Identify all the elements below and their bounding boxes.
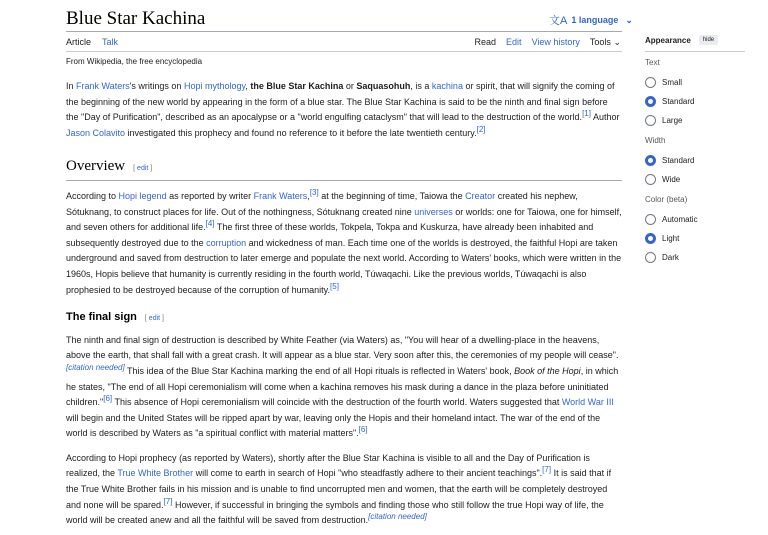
reference-3[interactable]: [3] xyxy=(309,187,319,197)
width-label: Width xyxy=(645,136,666,145)
color-option-automatic[interactable] xyxy=(645,210,745,229)
color-option-light[interactable] xyxy=(645,229,745,248)
title-divider xyxy=(66,31,622,32)
article-body xyxy=(66,79,622,535)
view-tabs xyxy=(475,37,621,52)
final-sign-paragraph-1: The ninth and final sign of destruction is described by White Feather (via Waters) as, "You will hear of a dwelling-place in the heavens, above the earth, that shall fall with a great crash. It will appear as a blue star. Very soon after this, the ceremonies of my people will cease".[citation needed] This idea of the Blue Star Kachina marking the end of all Hopi rituals is reflected in Waters' book, Book of the Hopi, in which he states, "The end of all Hopi ceremonialism will come when a kachina removes his mask during a dance in the plaza before uninitiated children."[6] This absence of Hopi ceremonialism will coincide with the destruction of the fourth world. Waters suggested that World War III will begin and the United States will be ripped apart by war, leaving only the Hopis and their homeland intact. The war of the end of the world is described by Waters as "a spiritual conflict with material matters".[6] xyxy=(66,334,619,439)
tools-label: Tools xyxy=(589,37,611,47)
radio-button[interactable] xyxy=(645,174,656,185)
radio-button[interactable] xyxy=(645,115,656,126)
reference-5[interactable]: [5] xyxy=(330,281,339,291)
reference-6[interactable]: [6] xyxy=(358,425,368,435)
appearance-panel xyxy=(645,35,745,267)
namespace-tabs xyxy=(66,37,118,52)
chevron-down-icon: ⌄ xyxy=(613,37,621,47)
link-frank-waters[interactable]: Frank Waters xyxy=(76,81,130,91)
panel-divider xyxy=(645,51,745,52)
reference-7[interactable]: [7] xyxy=(542,465,552,475)
radio-label: Standard xyxy=(662,156,695,165)
tools-menu[interactable] xyxy=(590,37,621,52)
overview-paragraph: According to Hopi legend as reported by writer Frank Waters,[3] at the beginning of time, Taiowa the Creator created his nephew, Sótuknang, to construct places for life. Out of the nothingness, Sótuknang created nine universes or worlds: one for Taiowa, one for himself, and seven others for additional life.[4] The first three of these worlds, Tokpela, Tokpa and Kuskurza, have already been inhabited and subsequently destroyed due to the corruption and wickedness of man. Each time one of the worlds is destroyed, the faithful Hopi are taken underground and saved from destruction to later emerge and populate the next world. According to Waters' books, which were written in the 1960s, Hopis believe that humanity is currently residing in the fourth world, Túwaqachi. Like the previous worlds, Túwaqachi is also prophesied to be destroyed because of the corruption of humanity.[5] xyxy=(66,187,622,295)
citation-needed-tag[interactable]: [citation needed] xyxy=(368,512,427,522)
width-option-standard[interactable] xyxy=(645,151,745,170)
radio-button[interactable] xyxy=(645,214,656,225)
radio-button[interactable] xyxy=(645,233,656,244)
radio-button[interactable] xyxy=(645,77,656,88)
language-button[interactable] xyxy=(549,12,633,28)
tabs-divider xyxy=(66,51,622,52)
radio-label: Standard xyxy=(662,97,695,106)
reference-7[interactable]: [7] xyxy=(163,496,173,506)
width-options xyxy=(645,151,745,189)
reference-4[interactable]: [4] xyxy=(205,219,215,229)
link-world-war-iii[interactable]: World War III xyxy=(561,397,614,408)
link-hopi-legend[interactable]: Hopi legend xyxy=(118,190,167,201)
tab-read[interactable]: Read xyxy=(475,37,497,52)
link-kachina[interactable]: kachina xyxy=(431,81,463,91)
section-edit-link[interactable]: [ edit ] xyxy=(133,165,153,173)
intro-paragraph: In Frank Waters's writings on Hopi mythology, the Blue Star Kachina or Saquasohuh, is a kachina or spirit, that will signify the coming of the beginning of the new world by appearing in the form of a blue star. The Blue Star Kachina is said to be the ninth and final sign before the "Day of Purification", described as an apocalypse or a "world engulfing cataclysm" that will lead to the destruction of the world.[1] Author Jason Colavito investigated this prophecy and found no reference to it before the late twentieth century.[2] xyxy=(66,81,620,138)
text-size-option-standard[interactable] xyxy=(645,92,745,111)
appearance-title: Appearance xyxy=(645,35,691,45)
radio-label: Automatic xyxy=(662,215,698,224)
link-corruption[interactable]: corruption xyxy=(206,237,247,248)
language-label: 1 language xyxy=(571,15,619,25)
radio-label: Light xyxy=(662,234,680,243)
chevron-down-icon: ⌄ xyxy=(625,14,633,25)
text-size-option-small[interactable] xyxy=(645,73,745,92)
final-sign-paragraph-2: According to Hopi prophecy (as reported by Waters), shortly after the Blue Star Kachina is visible to all and the Day of Purification is realized, the True White Brother will come to earth in search of Hopi "who steadfastly adhere to their ancient teachings".[7] It is said that if the True White Brother fails in his mission and is unable to find uncorrupted men and women, that the earth will be completely destroyed and none will be spared.[7] However, if successful in bringing the symbols and finding those who still follow the true Hopi way of life, the world will be created anew and all the faithful will be saved from destruction.[citation needed] xyxy=(66,452,612,526)
color-label: Color (beta) xyxy=(645,195,688,204)
reference-2[interactable]: [2] xyxy=(476,124,486,134)
link-jason-colavito[interactable]: Jason Colavito xyxy=(66,127,126,138)
text-size-option-large[interactable] xyxy=(645,111,745,130)
hide-button[interactable]: hide xyxy=(699,35,718,45)
radio-button[interactable] xyxy=(645,252,656,263)
section-heading-final-sign: The final sign [ edit ] xyxy=(66,310,622,327)
reference-6[interactable]: [6] xyxy=(103,394,113,404)
link-hopi-mythology[interactable]: Hopi mythology xyxy=(183,81,246,91)
reference-1[interactable]: [1] xyxy=(582,109,591,119)
color-option-dark[interactable] xyxy=(645,248,745,267)
link-frank-waters[interactable]: Frank Waters xyxy=(253,190,308,201)
color-options xyxy=(645,210,745,267)
tab-view-history[interactable]: View history xyxy=(531,37,580,47)
link-creator[interactable]: Creator xyxy=(465,190,496,201)
tab-edit[interactable]: Edit xyxy=(506,37,522,47)
radio-button[interactable] xyxy=(645,155,656,166)
link-universes[interactable]: universes xyxy=(414,206,453,217)
text-size-label: Text xyxy=(645,58,660,67)
width-option-wide[interactable] xyxy=(645,170,745,189)
tab-talk[interactable]: Talk xyxy=(102,37,119,47)
radio-label: Dark xyxy=(662,253,679,262)
radio-label: Wide xyxy=(662,175,681,184)
citation-needed-tag[interactable]: [citation needed] xyxy=(66,362,125,372)
section-edit-link[interactable]: [ edit ] xyxy=(144,315,164,323)
link-true-white-brother[interactable]: True White Brother xyxy=(117,468,194,479)
radio-button[interactable] xyxy=(645,96,656,107)
page-title: Blue Star Kachina xyxy=(66,8,206,29)
tab-article[interactable]: Article xyxy=(66,37,91,52)
radio-label: Large xyxy=(662,116,683,125)
translate-icon: 文A xyxy=(549,15,568,27)
section-heading-overview: Overview [ edit ] xyxy=(66,159,622,181)
text-size-options xyxy=(645,73,745,130)
site-tagline: From Wikipedia, the free encyclopedia xyxy=(66,57,203,66)
radio-label: Small xyxy=(662,78,683,87)
